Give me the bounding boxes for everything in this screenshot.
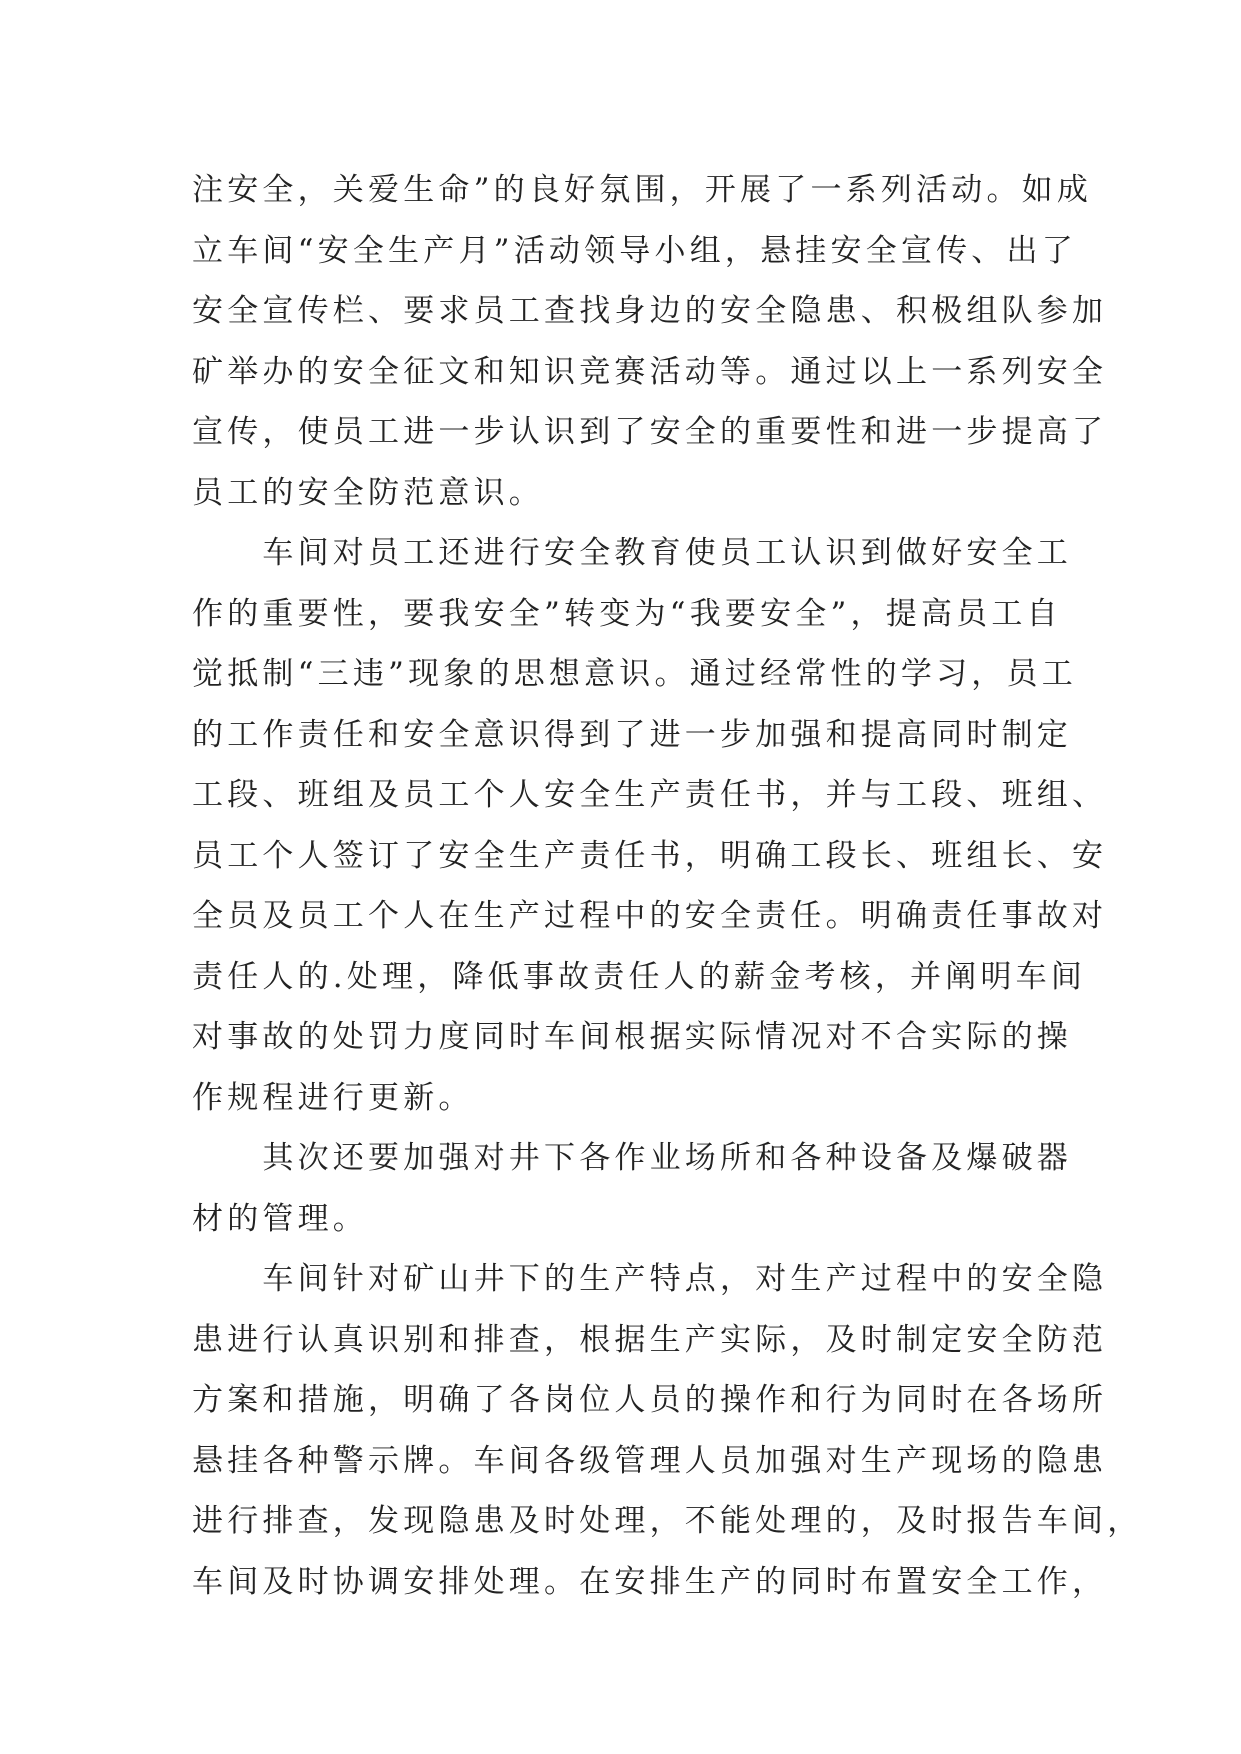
- text-line: 责任人的.处理，降低事故责任人的薪金考核，并阐明车间: [192, 958, 1087, 995]
- text-line: 工段、班组及员工个人安全生产责任书，并与工段、班组、: [192, 777, 1108, 813]
- text-line: 材的管理。: [192, 1200, 368, 1237]
- text-line: 对事故的处罚力度同时车间根据实际情况对不合实际的操: [192, 1019, 1072, 1055]
- text-line: 方案和措施，明确了各岗位人员的操作和行为同时在各场所: [192, 1382, 1108, 1418]
- text-line: 全员及员工个人在生产过程中的安全责任。明确责任事故对: [192, 898, 1108, 934]
- text-line: 的工作责任和安全意识得到了进一步加强和提高同时制定: [192, 716, 1072, 753]
- text-line: 车间对员工还进行安全教育使员工认识到做好安全工: [192, 535, 1072, 571]
- text-line: 员工个人签订了安全生产责任书，明确工段长、班组长、安: [192, 837, 1108, 874]
- text-line: 宣传，使员工进一步认识到了安全的重要性和进一步提高了: [192, 414, 1108, 450]
- document-body: [192, 160, 1143, 1612]
- text-line: 觉抵制“三违”现象的思想意识。通过经常性的学习，员工: [192, 656, 1077, 692]
- text-line: 车间及时协调安排处理。在安排生产的同时布置安全工作，: [192, 1563, 1108, 1600]
- text-line: 其次还要加强对井下各作业场所和各种设备及爆破器: [192, 1140, 1072, 1176]
- text-line: 车间针对矿山井下的生产特点，对生产过程中的安全隐: [192, 1261, 1108, 1297]
- text-line: 患进行认真识别和排查，根据生产实际，及时制定安全防范: [192, 1321, 1108, 1358]
- text-line: 矿举办的安全征文和知识竞赛活动等。通过以上一系列安全: [192, 353, 1108, 390]
- text-line: 立车间“安全生产月”活动领导小组，悬挂安全宣传、出了: [192, 232, 1077, 269]
- text-line: 悬挂各种警示牌。车间各级管理人员加强对生产现场的隐患: [192, 1442, 1108, 1479]
- text-line: 注安全，关爱生命”的良好氛围，开展了一系列活动。如成: [192, 172, 1093, 208]
- text-line: 作规程进行更新。: [192, 1079, 474, 1116]
- text-line: 安全宣传栏、要求员工查找身边的安全隐患、积极组队参加: [192, 293, 1108, 329]
- text-line: 进行排查，发现隐患及时处理，不能处理的，及时报告车间，: [192, 1503, 1143, 1539]
- text-line: 作的重要性，要我安全”转变为“我要安全”，提高员工自: [192, 595, 1062, 632]
- text-line: 员工的安全防范意识。: [192, 474, 544, 511]
